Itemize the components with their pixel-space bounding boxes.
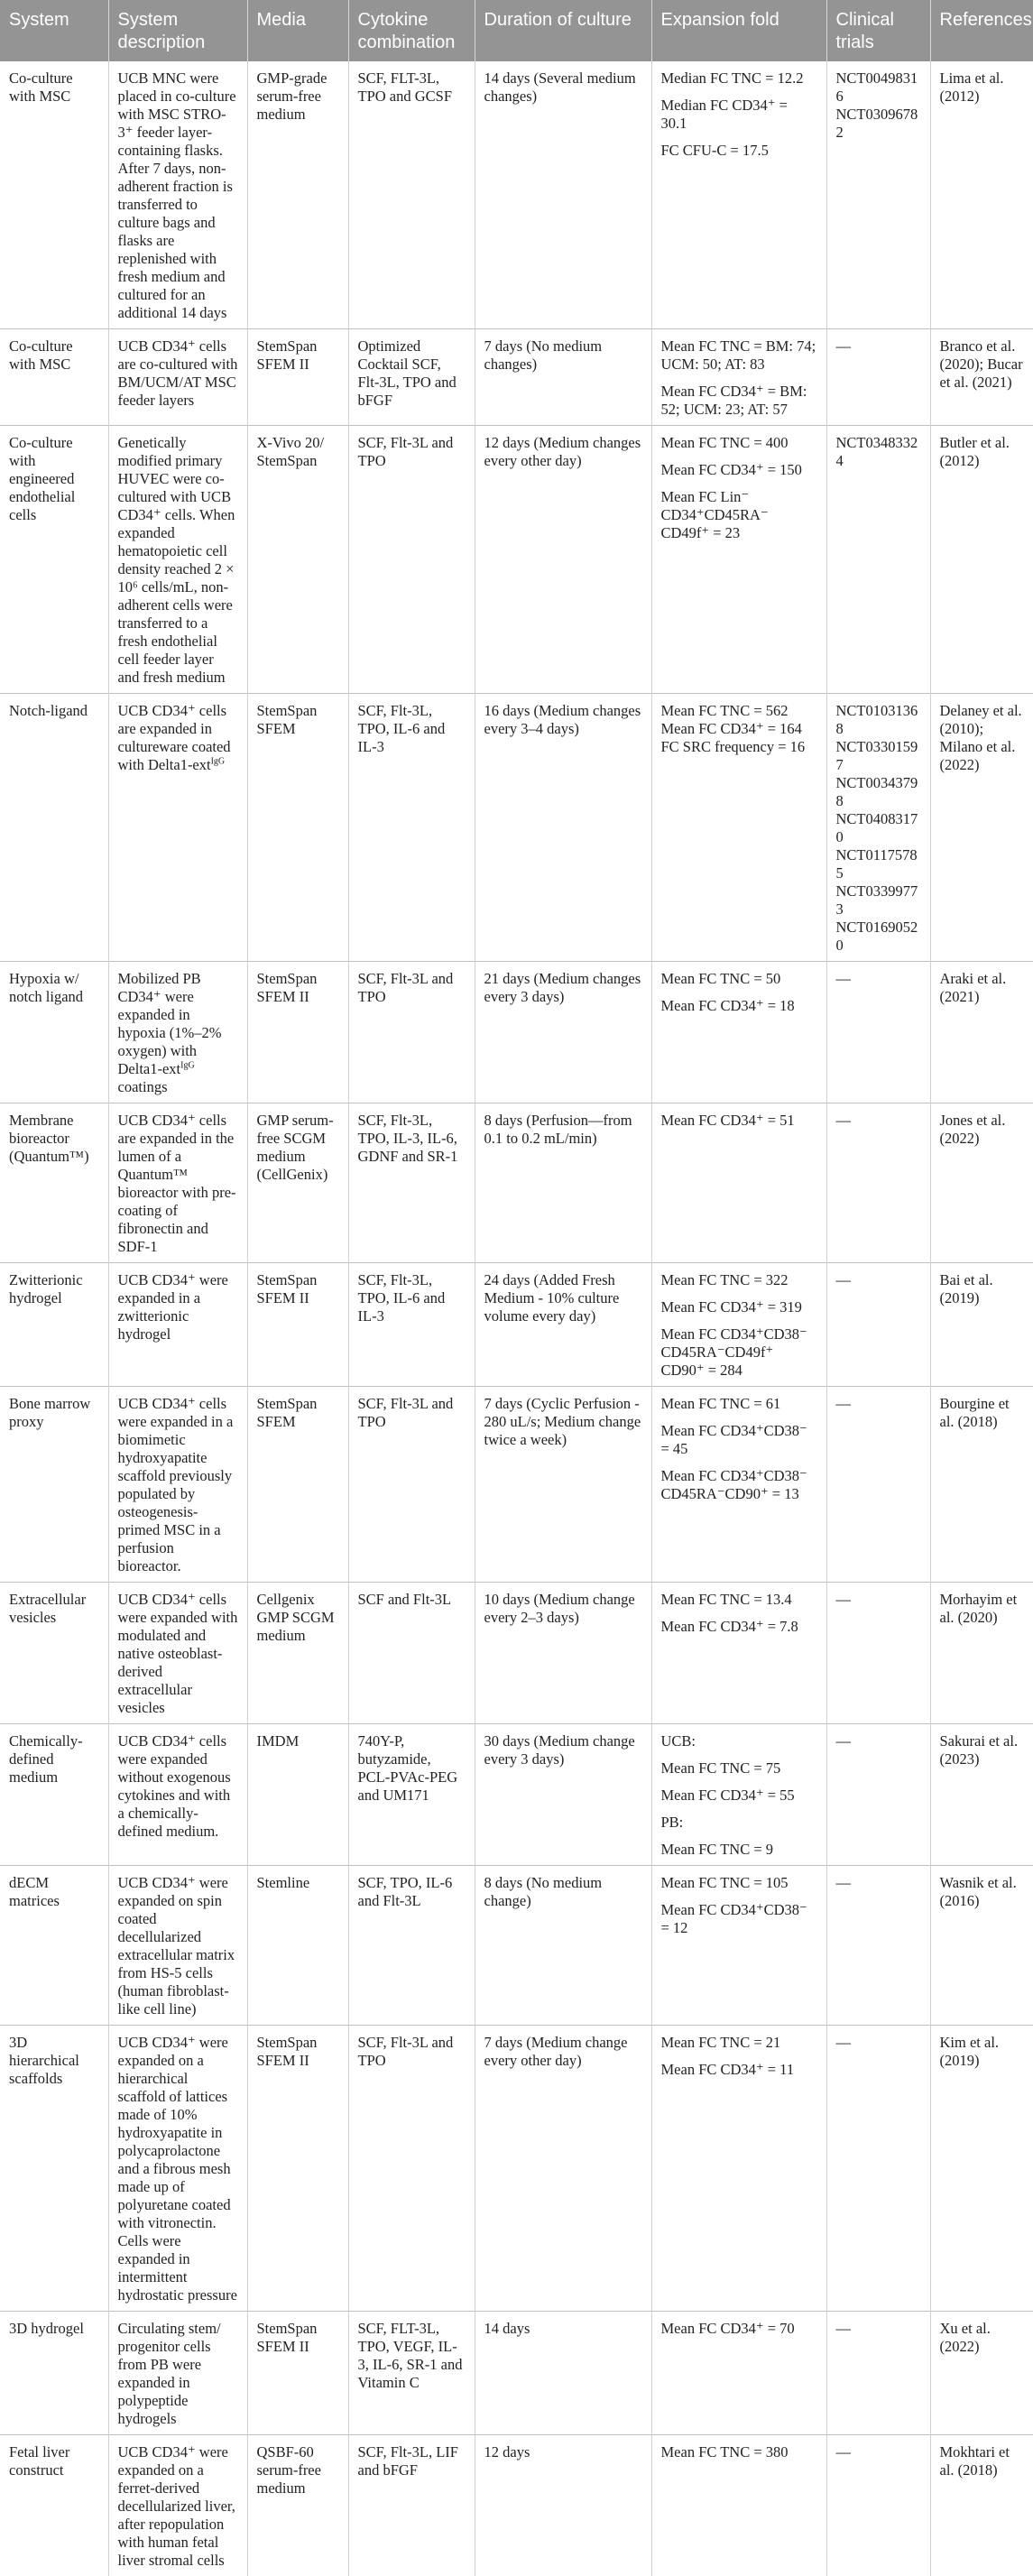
expansion-cell-entry: Mean FC CD34⁺ = 70: [661, 2320, 817, 2338]
system-cell: Notch-ligand: [0, 694, 108, 962]
expansion-cell-entry: Mean FC TNC = 322: [661, 1271, 817, 1289]
trials-cell: [826, 61, 930, 329]
trials-cell-entry: —: [836, 970, 921, 988]
media-cell: StemSpan SFEM II: [247, 1263, 348, 1387]
trials-cell: [826, 962, 930, 1103]
expansion-cell-entry: Mean FC Lin⁻ CD34⁺CD45RA⁻ CD49f⁺ = 23: [661, 488, 817, 542]
column-header: Duration of culture: [475, 0, 651, 61]
expansion-cell-entry: Mean FC CD34⁺ = 18: [661, 997, 817, 1015]
expansion-cell-entry: Mean FC TNC = 380: [661, 2443, 817, 2461]
system-cell: 3D hierarchical scaffolds: [0, 2026, 108, 2312]
expansion-cell: [651, 61, 826, 329]
expansion-cell-entry: Mean FC CD34⁺ = 7.8: [661, 1618, 817, 1636]
trials-cell: [826, 1387, 930, 1583]
cytokine-cell: SCF, Flt-3L, TPO, IL-6 and IL-3: [348, 694, 475, 962]
table-row: [0, 2026, 1033, 2312]
table-row: [0, 1103, 1033, 1263]
system-cell: Extracellular vesicles: [0, 1583, 108, 1724]
trials-cell-entry: NCT01690520: [836, 919, 921, 955]
expansion-cell-entry: Mean FC CD34⁺ = 51: [661, 1112, 817, 1130]
expansion-cell-entry: Mean FC CD34⁺ = 55: [661, 1787, 817, 1805]
duration-cell: 16 days (Medium changes every 3–4 days): [475, 694, 651, 962]
expansion-cell: [651, 426, 826, 694]
media-cell: X-Vivo 20/ StemSpan: [247, 426, 348, 694]
expansion-cell: [651, 962, 826, 1103]
expansion-cell-entry: Mean FC CD34⁺ = 150: [661, 461, 817, 479]
expansion-cell-entry: Mean FC TNC = 61: [661, 1395, 817, 1413]
column-header: System: [0, 0, 108, 61]
expansion-cell: [651, 2435, 826, 2576]
trials-cell-entry: NCT00343798: [836, 774, 921, 810]
references-cell: Butler et al. (2012): [930, 426, 1033, 694]
trials-cell-entry: NCT04083170: [836, 810, 921, 846]
media-cell: StemSpan SFEM II: [247, 329, 348, 426]
description-cell: UCB CD34⁺ cells are expanded in the lumen of a Quantum™ bioreactor with pre-coating of fibronectin and SDF-1: [108, 1103, 247, 1263]
table-row: [0, 61, 1033, 329]
references-cell: Araki et al. (2021): [930, 962, 1033, 1103]
system-cell: 3D hydrogel: [0, 2312, 108, 2435]
cytokine-cell: SCF, Flt-3L and TPO: [348, 962, 475, 1103]
description-cell: UCB CD34⁺ were expanded on a ferret-derived decellularized liver, after repopulation with human fetal liver stromal cells: [108, 2435, 247, 2576]
expansion-cell-entry: Median FC TNC = 12.2: [661, 69, 817, 88]
expansion-cell-entry: Mean FC TNC = 562 Mean FC CD34⁺ = 164 FC SRC frequency = 16: [661, 702, 817, 756]
references-cell: Sakurai et al. (2023): [930, 1724, 1033, 1866]
trials-cell: [826, 2026, 930, 2312]
expansion-cell-entry: Mean FC TNC = BM: 74; UCM: 50; AT: 83: [661, 337, 817, 374]
system-cell: Chemically-defined medium: [0, 1724, 108, 1866]
system-cell: Zwitterionic hydrogel: [0, 1263, 108, 1387]
trials-cell-entry: —: [836, 1112, 921, 1130]
cytokine-cell: SCF and Flt-3L: [348, 1583, 475, 1724]
references-cell: Jones et al. (2022): [930, 1103, 1033, 1263]
trials-cell-entry: NCT01175785: [836, 846, 921, 882]
table-row: [0, 2435, 1033, 2576]
trials-cell: [826, 1724, 930, 1866]
table-row: [0, 1724, 1033, 1866]
superscript: IgG: [211, 757, 226, 767]
duration-cell: 7 days (No medium changes): [475, 329, 651, 426]
table-row: [0, 962, 1033, 1103]
trials-cell-entry: —: [836, 1395, 921, 1413]
expansion-cell-entry: Mean FC TNC = 21: [661, 2034, 817, 2052]
expansion-cell-entry: Mean FC TNC = 400: [661, 434, 817, 452]
cytokine-cell: SCF, Flt-3L and TPO: [348, 426, 475, 694]
references-cell: Delaney et al. (2010); Milano et al. (2022): [930, 694, 1033, 962]
table-row: [0, 694, 1033, 962]
media-cell: StemSpan SFEM II: [247, 962, 348, 1103]
expansion-cell: [651, 2026, 826, 2312]
references-cell: Xu et al. (2022): [930, 2312, 1033, 2435]
references-cell: Lima et al. (2012): [930, 61, 1033, 329]
expansion-cell: [651, 1103, 826, 1263]
description-cell: UCB CD34⁺ were expanded in a zwitterionic hydrogel: [108, 1263, 247, 1387]
media-cell: StemSpan SFEM: [247, 1387, 348, 1583]
expansion-cell-entry: FC CFU-C = 17.5: [661, 142, 817, 160]
expansion-cell-entry: Mean FC CD34⁺ = BM: 52; UCM: 23; AT: 57: [661, 383, 817, 419]
column-header: System description: [108, 0, 247, 61]
duration-cell: 8 days (No medium change): [475, 1866, 651, 2026]
expansion-cell-entry: PB:: [661, 1814, 817, 1832]
references-cell: Wasnik et al. (2016): [930, 1866, 1033, 2026]
system-cell: Co-culture with MSC: [0, 329, 108, 426]
column-header: Cytokine combination: [348, 0, 475, 61]
duration-cell: 14 days (Several medium changes): [475, 61, 651, 329]
duration-cell: 10 days (Medium change every 2–3 days): [475, 1583, 651, 1724]
superscript: IgG: [180, 1061, 195, 1071]
trials-cell-entry: —: [836, 2320, 921, 2338]
references-cell: Mokhtari et al. (2018): [930, 2435, 1033, 2576]
trials-cell: [826, 1103, 930, 1263]
description-cell: UCB CD34⁺ cells were expanded in a biomimetic hydroxyapatite scaffold previously populated by osteogenesis-primed MSC in a perfusion bioreactor.: [108, 1387, 247, 1583]
expansion-cell: [651, 1263, 826, 1387]
trials-cell: [826, 2312, 930, 2435]
media-cell: GMP serum-free SCGM medium (CellGenix): [247, 1103, 348, 1263]
table-row: [0, 1583, 1033, 1724]
expansion-cell-entry: Median FC CD34⁺ = 30.1: [661, 97, 817, 133]
trials-cell-entry: —: [836, 2034, 921, 2052]
table-header-row: [0, 0, 1033, 61]
system-cell: Bone marrow proxy: [0, 1387, 108, 1583]
trials-cell-entry: NCT03483324: [836, 434, 921, 470]
trials-cell-entry: —: [836, 1732, 921, 1750]
cytokine-cell: SCF, Flt-3L, LIF and bFGF: [348, 2435, 475, 2576]
description-cell: UCB CD34⁺ cells were expanded without exogenous cytokines and with a chemically-defined medium.: [108, 1724, 247, 1866]
cytokine-cell: SCF, Flt-3L and TPO: [348, 2026, 475, 2312]
system-cell: Fetal liver construct: [0, 2435, 108, 2576]
trials-cell: [826, 2435, 930, 2576]
references-cell: Bai et al. (2019): [930, 1263, 1033, 1387]
expansion-cell: [651, 1387, 826, 1583]
expansion-cell-entry: Mean FC TNC = 50: [661, 970, 817, 988]
column-header: Media: [247, 0, 348, 61]
column-header: Clinical trials: [826, 0, 930, 61]
media-cell: Stemline: [247, 1866, 348, 2026]
expansion-cell-entry: Mean FC CD34⁺CD38⁻ CD45RA⁻CD90⁺ = 13: [661, 1467, 817, 1503]
duration-cell: 21 days (Medium changes every 3 days): [475, 962, 651, 1103]
media-cell: StemSpan SFEM II: [247, 2312, 348, 2435]
references-cell: Morhayim et al. (2020): [930, 1583, 1033, 1724]
expansion-cell-entry: Mean FC TNC = 105: [661, 1874, 817, 1892]
description-cell: UCB CD34⁺ cells are co-cultured with BM/UCM/AT MSC feeder layers: [108, 329, 247, 426]
cytokine-cell: SCF, Flt-3L, TPO, IL-6 and IL-3: [348, 1263, 475, 1387]
expansion-cell-entry: Mean FC TNC = 75: [661, 1759, 817, 1777]
system-cell: Membrane bioreactor (Quantum™): [0, 1103, 108, 1263]
trials-cell-entry: NCT03399773: [836, 882, 921, 919]
trials-cell-entry: —: [836, 2443, 921, 2461]
expansion-cell-entry: UCB:: [661, 1732, 817, 1750]
expansion-cell: [651, 1724, 826, 1866]
references-cell: Branco et al. (2020); Bucar et al. (2021): [930, 329, 1033, 426]
table-row: [0, 1387, 1033, 1583]
cytokine-cell: SCF, Flt-3L and TPO: [348, 1387, 475, 1583]
system-cell: Co-culture with MSC: [0, 61, 108, 329]
system-cell: dECM matrices: [0, 1866, 108, 2026]
trials-cell: [826, 694, 930, 962]
expansion-cell: [651, 1866, 826, 2026]
duration-cell: 14 days: [475, 2312, 651, 2435]
references-cell: Bourgine et al. (2018): [930, 1387, 1033, 1583]
trials-cell: [826, 1866, 930, 2026]
expansion-cell-entry: Mean FC CD34⁺ = 11: [661, 2061, 817, 2079]
duration-cell: 7 days (Cyclic Perfusion - 280 uL/s; Medium change twice a week): [475, 1387, 651, 1583]
trials-cell-entry: —: [836, 1271, 921, 1289]
duration-cell: 7 days (Medium change every other day): [475, 2026, 651, 2312]
system-cell: Hypoxia w/ notch ligand: [0, 962, 108, 1103]
duration-cell: 8 days (Perfusion—from 0.1 to 0.2 mL/min): [475, 1103, 651, 1263]
trials-cell-entry: NCT03096782: [836, 106, 921, 142]
description-cell: UCB CD34⁺ cells were expanded with modulated and native osteoblast-derived extracellular vesicles: [108, 1583, 247, 1724]
trials-cell: [826, 1583, 930, 1724]
trials-cell-entry: NCT03301597: [836, 738, 921, 774]
description-cell: UCB CD34⁺ cells are expanded in cultureware coated with Delta1-ext$^{IgG}$: [108, 694, 247, 962]
media-cell: GMP-grade serum-free medium: [247, 61, 348, 329]
duration-cell: 12 days (Medium changes every other day): [475, 426, 651, 694]
expansion-cell-entry: Mean FC CD34⁺ = 319: [661, 1298, 817, 1316]
expansion-cell-entry: Mean FC CD34⁺CD38⁻ = 45: [661, 1422, 817, 1458]
expansion-cell: [651, 2312, 826, 2435]
description-cell: UCB CD34⁺ were expanded on spin coated decellularized extracellular matrix from HS-5 cells (human fibroblast-like cell line): [108, 1866, 247, 2026]
trials-cell: [826, 426, 930, 694]
table-row: [0, 329, 1033, 426]
table-row: [0, 2312, 1033, 2435]
expansion-cell: [651, 329, 826, 426]
media-cell: QSBF-60 serum-free medium: [247, 2435, 348, 2576]
trials-cell-entry: —: [836, 1874, 921, 1892]
table-row: [0, 1866, 1033, 2026]
description-cell: Genetically modified primary HUVEC were co-cultured with UCB CD34⁺ cells. When expanded hematopoietic cell density reached 2 × 10⁶ cells/mL, non-adherent cells were transferred to a fresh endothelial cell feeder layer and fresh medium: [108, 426, 247, 694]
expansion-cell-entry: Mean FC TNC = 9: [661, 1841, 817, 1859]
duration-cell: 24 days (Added Fresh Medium - 10% culture volume every day): [475, 1263, 651, 1387]
trials-cell: [826, 1263, 930, 1387]
media-cell: StemSpan SFEM: [247, 694, 348, 962]
cytokine-cell: SCF, TPO, IL-6 and Flt-3L: [348, 1866, 475, 2026]
media-cell: StemSpan SFEM II: [247, 2026, 348, 2312]
media-cell: IMDM: [247, 1724, 348, 1866]
expansion-cell: [651, 1583, 826, 1724]
cytokine-cell: SCF, Flt-3L, TPO, IL-3, IL-6, GDNF and SR-1: [348, 1103, 475, 1263]
trials-cell-entry: —: [836, 337, 921, 355]
system-cell: Co-culture with engineered endothelial cells: [0, 426, 108, 694]
trials-cell-entry: —: [836, 1591, 921, 1609]
duration-cell: 12 days: [475, 2435, 651, 2576]
table-row: [0, 1263, 1033, 1387]
expansion-cell: [651, 694, 826, 962]
trials-cell-entry: NCT00498316: [836, 69, 921, 106]
description-cell: UCB CD34⁺ were expanded on a hierarchical scaffold of lattices made of 10% hydroxyapatite in polycaprolactone and a fibrous mesh made up of polyuretane coated with vitronectin. Cells were expanded in intermittent hydrostatic pressure: [108, 2026, 247, 2312]
cytokine-cell: 740Y-P, butyzamide, PCL-PVAc-PEG and UM171: [348, 1724, 475, 1866]
cytokine-cell: SCF, FLT-3L, TPO and GCSF: [348, 61, 475, 329]
table-row: [0, 426, 1033, 694]
trials-cell-entry: NCT01031368: [836, 702, 921, 738]
media-cell: Cellgenix GMP SCGM medium: [247, 1583, 348, 1724]
expansion-cell-entry: Mean FC CD34⁺CD38⁻ CD45RA⁻CD49f⁺ CD90⁺ = 284: [661, 1325, 817, 1380]
expansion-cell-entry: Mean FC CD34⁺CD38⁻ = 12: [661, 1901, 817, 1937]
cytokine-cell: Optimized Cocktail SCF, Flt-3L, TPO and bFGF: [348, 329, 475, 426]
description-cell: Circulating stem/ progenitor cells from PB were expanded in polypeptide hydrogels: [108, 2312, 247, 2435]
description-cell: UCB MNC were placed in co-culture with MSC STRO-3⁺ feeder layer-containing flasks. After 7 days, non-adherent fraction is transferred to culture bags and flasks are replenished with fresh medium and cultured for an additional 14 days: [108, 61, 247, 329]
description-cell: Mobilized PB CD34⁺ were expanded in hypoxia (1%–2% oxygen) with Delta1-ext$^{IgG}$ coatings: [108, 962, 247, 1103]
cytokine-cell: SCF, FLT-3L, TPO, VEGF, IL-3, IL-6, SR-1 and Vitamin C: [348, 2312, 475, 2435]
expansion-cell-entry: Mean FC TNC = 13.4: [661, 1591, 817, 1609]
duration-cell: 30 days (Medium change every 3 days): [475, 1724, 651, 1866]
references-cell: Kim et al. (2019): [930, 2026, 1033, 2312]
column-header: References: [930, 0, 1033, 61]
column-header: Expansion fold: [651, 0, 826, 61]
trials-cell: [826, 329, 930, 426]
